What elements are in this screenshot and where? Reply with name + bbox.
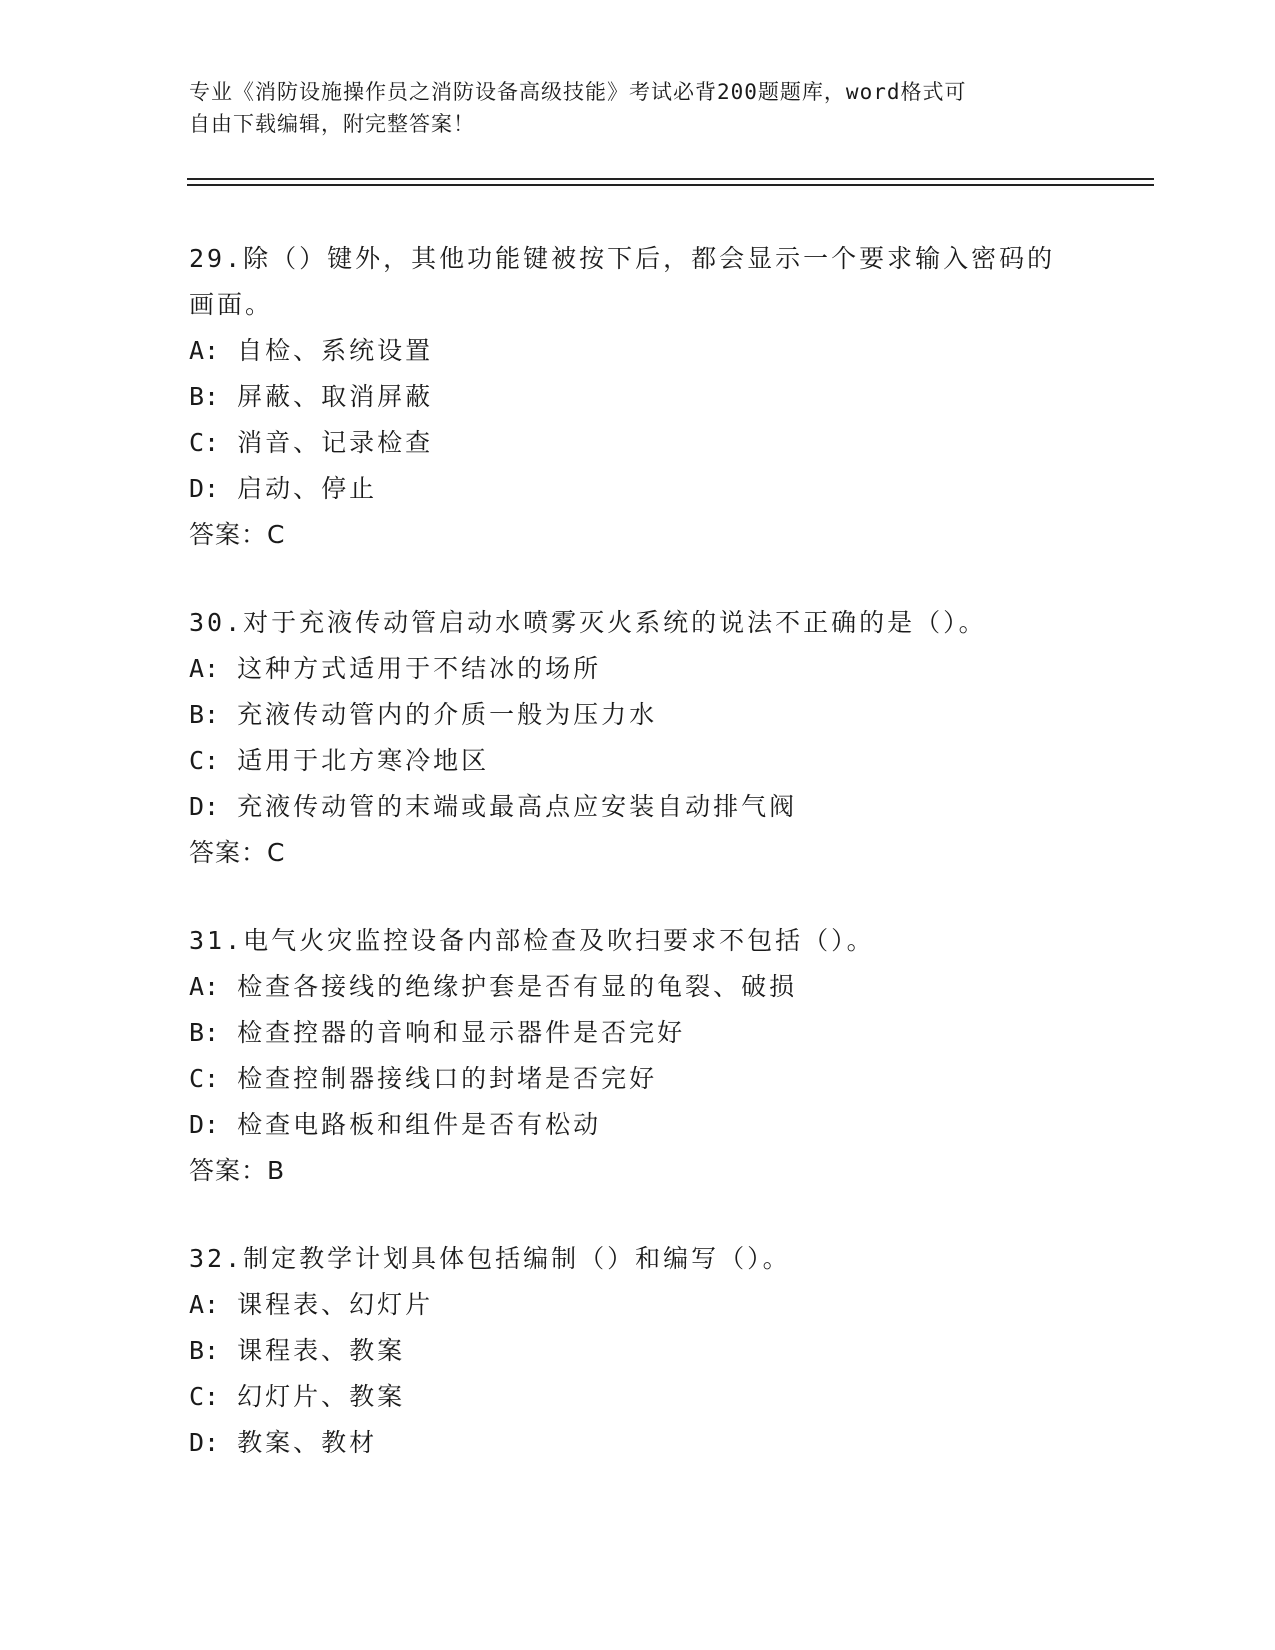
question-list: [189, 236, 1119, 1508]
header-line: 自由下载编辑，附完整答案！: [189, 112, 475, 136]
option-key: D:: [189, 1428, 220, 1457]
option-text: 检查各接线的绝缘护套是否有显的龟裂、破损: [237, 972, 798, 1001]
option-key: C:: [189, 428, 220, 457]
document-header: [189, 76, 1089, 140]
option-key: D:: [189, 792, 220, 821]
answer-line: 答案：C: [189, 520, 286, 549]
option-b: [189, 1328, 1119, 1374]
option-text: 充液传动管的末端或最高点应安装自动排气阀: [237, 792, 798, 821]
question-stem: 29.除（）键外，其他功能键被按下后，都会显示一个要求输入密码的: [189, 244, 1056, 273]
option-key: D:: [189, 1110, 220, 1139]
header-line: 专业《消防设施操作员之消防设备高级技能》考试必背200题题库，word格式可: [189, 80, 967, 104]
option-text: 屏蔽、取消屏蔽: [237, 382, 434, 411]
question-30: [189, 600, 1119, 876]
header-divider: [187, 178, 1154, 180]
header-divider: [187, 184, 1154, 186]
option-a: [189, 646, 1119, 692]
option-key: D:: [189, 474, 220, 503]
option-key: C:: [189, 1382, 220, 1411]
option-d: [189, 1102, 1119, 1148]
answer-line: 答案：B: [189, 1156, 286, 1185]
option-text: 自检、系统设置: [237, 336, 434, 365]
option-text: 启动、停止: [237, 474, 378, 503]
option-key: A:: [189, 336, 220, 365]
option-d: [189, 1420, 1119, 1466]
option-b: [189, 1010, 1119, 1056]
question-stem: 30.对于充液传动管启动水喷雾灭火系统的说法不正确的是（）。: [189, 608, 987, 637]
option-d: [189, 466, 1119, 512]
answer-line: 答案：C: [189, 838, 286, 867]
option-c: [189, 420, 1119, 466]
option-b: [189, 692, 1119, 738]
option-key: B:: [189, 1018, 220, 1047]
option-key: A:: [189, 1290, 220, 1319]
option-c: [189, 738, 1119, 784]
option-text: 检查电路板和组件是否有松动: [237, 1110, 602, 1139]
option-c: [189, 1056, 1119, 1102]
option-a: [189, 1282, 1119, 1328]
question-32: [189, 1236, 1119, 1466]
option-c: [189, 1374, 1119, 1420]
option-text: 检查控制器接线口的封堵是否完好: [237, 1064, 658, 1093]
option-text: 课程表、教案: [237, 1336, 406, 1365]
option-key: B:: [189, 1336, 220, 1365]
question-31: [189, 918, 1119, 1194]
option-key: A:: [189, 654, 220, 683]
option-key: B:: [189, 382, 220, 411]
option-b: [189, 374, 1119, 420]
option-text: 课程表、幻灯片: [237, 1290, 434, 1319]
option-key: B:: [189, 700, 220, 729]
option-a: [189, 964, 1119, 1010]
question-stem: 画面。: [189, 290, 274, 319]
question-stem: 32.制定教学计划具体包括编制（）和编写（）。: [189, 1244, 791, 1273]
option-key: C:: [189, 1064, 220, 1093]
question-29: [189, 236, 1119, 558]
option-text: 检查控器的音响和显示器件是否完好: [237, 1018, 686, 1047]
option-text: 这种方式适用于不结冰的场所: [237, 654, 602, 683]
option-text: 教案、教材: [237, 1428, 378, 1457]
option-text: 消音、记录检查: [237, 428, 434, 457]
option-d: [189, 784, 1119, 830]
question-stem: 31.电气火灾监控设备内部检查及吹扫要求不包括（）。: [189, 926, 875, 955]
option-key: C:: [189, 746, 220, 775]
option-a: [189, 328, 1119, 374]
option-text: 适用于北方寒冷地区: [237, 746, 490, 775]
option-text: 幻灯片、教案: [237, 1382, 406, 1411]
option-key: A:: [189, 972, 220, 1001]
option-text: 充液传动管内的介质一般为压力水: [237, 700, 658, 729]
